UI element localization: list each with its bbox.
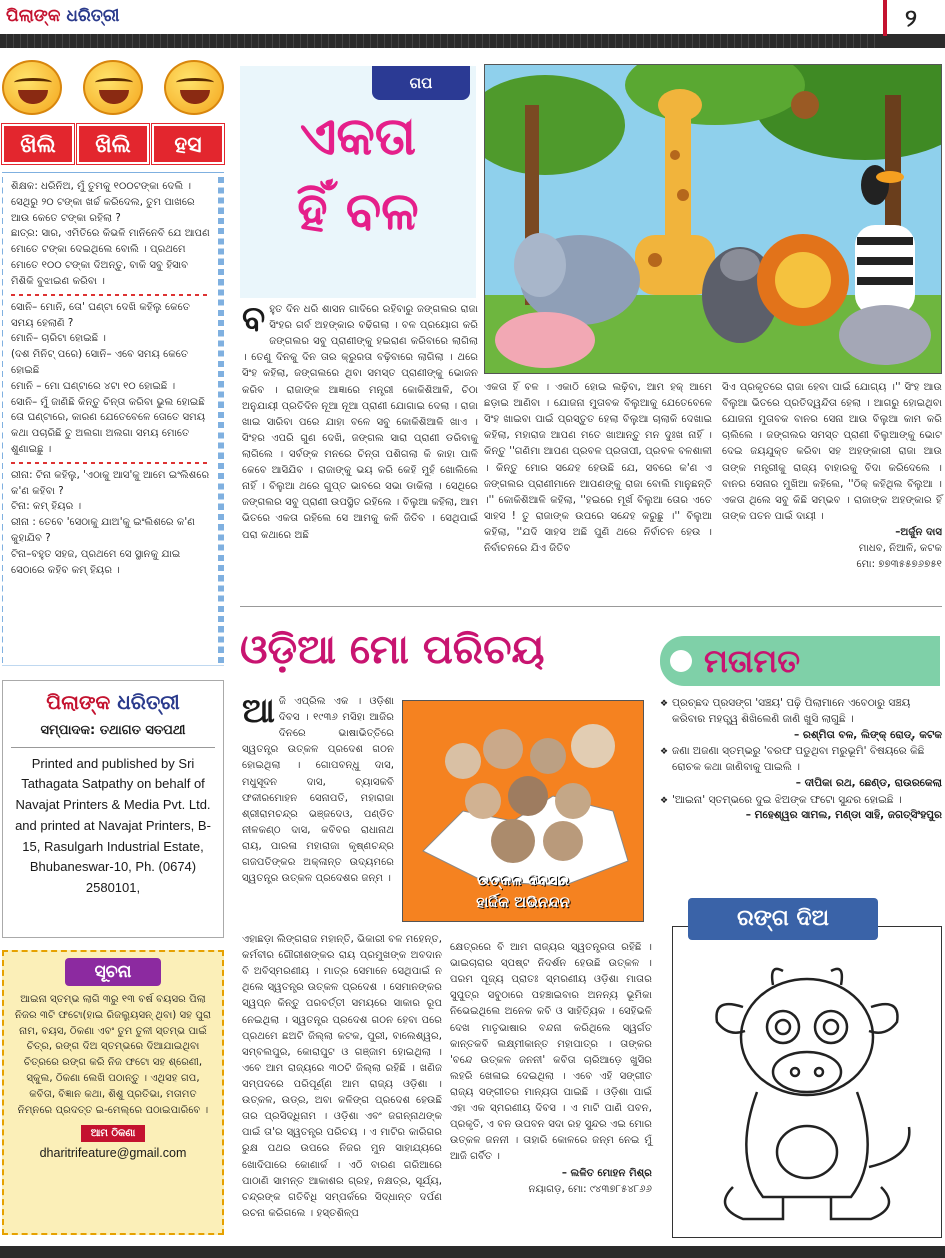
jokes-box bbox=[2, 172, 224, 666]
color-it-title: ରଙ୍ଗ ଦିଅ bbox=[688, 898, 878, 940]
opinion-item bbox=[660, 696, 942, 743]
notice-body: ଆଇନା ସ୍ତମ୍ଭ ଲାଗି ୩ରୁ ୧୩ ବର୍ଷ ବୟସର ପିଲା ନିଜର ୩ଟି ଫଟୋ(ହାଇ ରିଜଲ୍ୟୁସନ୍ ଥିବା) ସହ ପୁରା ନାମ, ବୟସ, ଠିକଣା ଏବଂ ତୁମ ତୁଳୀ ସ୍ତମ୍ଭ ପାଇଁ ଚିତ୍ର, ରଙ୍ଗ ଦିଅ ସ୍ତମ୍ଭରେ ଦିଆଯାଇଥିବା ଚିତ୍ରରେ ରଙ୍ଗ କରି ନିଜ ଫଟୋ ସହ ଶ୍ରେଣୀ, ସ୍କୁଲ, ଠିକଣା ଲେଖି ପଠାନ୍ତୁ । ଏଥିସହ ଗପ, କବିତା, ବିଜ୍ଞାନ କଥା, ଶିଶୁ ପ୍ରତିଭା, ମତାମତ ନିମ୍ନରେ ପ୍ରଦତ୍ତ ଇ-ମେଲ୍‌ରେ ପଠାଇପାରିବେ । bbox=[14, 994, 212, 1116]
opinion-text: ❖ ଜଣା ଅଜଣା ସ୍ତମ୍ଭରୁ 'ବରଫ ପଡୁଥିବା ମରୁଭୂମି' ବିଷୟରେ କିଛି ରୋଚକ କଥା ଜାଣିବାକୁ ପାଇଲି । bbox=[672, 745, 925, 773]
joke-divider bbox=[11, 462, 210, 464]
joke-divider bbox=[11, 294, 210, 296]
opinion-author: – ମହେଶ୍ୱର ସାମଲ, ମଣ୍ଡା ସାହି, ଜଗତ୍‌ସିଂହପୁର bbox=[745, 809, 942, 822]
opinion-title: ମତାମତ bbox=[660, 636, 940, 686]
joke-line: ଛାତ୍ର: ସାର, ଏମିତିରେ କିଭଳି ମାନିନେବି ଯେ ଆପଣ ମୋତେ ଟଙ୍କା ଦେଇଥିଲେ ବୋଲି । ପ୍ରଥମେ ମୋତେ ୧୦୦ ଟଙ୍କା ଦିଅନ୍ତୁ, ବାକି ସବୁ ହିସାବ ମିଶିକି ବୁଝାଇଣ କରିବା । bbox=[11, 228, 210, 287]
poster-caption-line1: ଉତ୍କଳ ଦିବସର bbox=[476, 871, 570, 889]
masthead-logo-part1: ପିଲାଙ୍କ bbox=[46, 690, 111, 714]
odia-column-1: ଏହାଛଡ଼ା ଲିଙ୍ଗରାଜ ମହାନ୍ତି, ଭିକାରୀ ବଳ ମହେନ୍ତ, କର୍ମବୀର ଗୌରୀଶଙ୍କର ରାୟ ପ୍ରମୁଖଙ୍କ ଅବଦାନ ବି ଅବିସ୍ମରଣୀୟ । ମାତ୍ର ସେମାନେ ସେଥିପାଇଁ ନ ଥିଲେ ସ୍ୱତନ୍ତ୍ର ଉତ୍କଳ ପ୍ରଦେଶ । ସେମାନଙ୍କର ସ୍ୱପ୍ନ କିନ୍ତୁ ପରବର୍ତ୍ତୀ ସମୟରେ ସାକାର ରୂପ ନେଇଥିଲା । ସ୍ୱତନ୍ତ୍ର ପ୍ରଦେଶ ଗଠନ ହେବା ପରେ ପ୍ରଥମେ ଛଅଟି ଜିଲ୍ଲା କଟକ, ପୁରୀ, ବାଲେଶ୍ୱର, ସମ୍ବଲପୁର, କୋରାପୁଟ ଓ ଗଞ୍ଜାମ ହୋଇଥିଲା । ଏବେ ଆମ ରାଜ୍ୟରେ ୩୦ଟି ଜିଲ୍ଲା ରହିଛି । ଖଣିଜ ସମ୍ପଦରେ ପରିପୂର୍ଣ୍ଣ ଆମ ରାଜ୍ୟ ଓଡ଼ିଶା । ଉତ୍କଳ, ଉଡ୍ର, ଅବା କଳିଙ୍ଗ ପ୍ରଦେଶ ହେଉଛି ତାର ପ୍ରସିଦ୍ଧିନାମ । ଓଡ଼ିଶା ଏବଂ ଜଗନ୍ନାଥଙ୍କ ପାଇଁ ତା'ର ସ୍ୱତନ୍ତ୍ର ପରିଚୟ । ଏ ମାଟିର କାରିଗର ରୁକ୍ଷ ପଥର ଉପରେ ନିଜର ମୁନ ସାହାଯ୍ୟରେ ଖୋଦିପାରେ କୋଣାର୍କ । ଏଠି ବାରଣ ଗରିଆରେ ପାଠାଣି ସାମନ୍ତ ଆକାଶର ଗ୍ରହ, ନକ୍ଷତ୍ର, ସୂର୍ଯ୍ୟ, ଚନ୍ଦ୍ରଙ୍କ ଗତିବିଧି ସମ୍ପର୍କରେ ସିଦ୍ଧାନ୍ତ ଦର୍ପଣ ରଚନା କରିଗଲେ । ହସ୍ତଶିଳ୍ପ bbox=[242, 934, 442, 1219]
cow-outline-drawing bbox=[673, 927, 941, 1237]
laughing-face-icon bbox=[83, 60, 143, 115]
story-headline bbox=[244, 100, 472, 251]
story-dropcap: ବ bbox=[242, 299, 266, 339]
story-column-1 bbox=[242, 299, 478, 602]
opinion-author: – ରଶ୍ମିତା ବଳ, ଲିଙ୍କ୍ ରୋଡ୍, କଟକ bbox=[794, 728, 942, 741]
section-divider bbox=[240, 606, 942, 607]
story-tag: ଗପ bbox=[372, 66, 470, 100]
joke-line: ମୋନି– ଚାରିଟା ହୋଇଛି । bbox=[11, 333, 106, 345]
page-number: ୨ bbox=[883, 0, 935, 36]
coloring-page-frame bbox=[672, 926, 942, 1238]
laughing-face-icon bbox=[2, 60, 62, 115]
publication-info: Printed and published by Sri Tathagata Satpathy on behalf of Navajat Printers & Media Pvt. Ltd. and printed at Navajat Printers, B-15, Rasulgarh Industrial Estate, Bhubaneswar-10, Ph. (0674) 2580101, bbox=[15, 755, 211, 896]
joke-line: ଟିନା: କମ୍ ହିୟର । bbox=[11, 501, 82, 513]
header-bar bbox=[0, 34, 945, 48]
laugh-title-word: ହସ bbox=[152, 124, 224, 164]
odia-intro-column bbox=[242, 691, 394, 930]
story-column-1-text: ହୁତ ଦିନ ଧରି ଶାସନ ଗାଦିରେ ରହିବାରୁ ଜଙ୍ଗଲର ରାଜା ସିଂହର ଗର୍ବ ଅହଙ୍କାର ବଢିଗଲା । ବଳ ପ୍ରୟୋଗ କରି ଜଙ୍ଗଲର ସବୁ ପ୍ରାଣୀଙ୍କୁ ହଇରାଣ କରିବାରେ ଲାଗିଲା । ତେଣୁ ଦିନକୁ ଦିନ ତାର କ୍ରୁରତା ବଢ଼ିବାରେ ଲାଗିଲା । ଥରେ ସିଂହ କହିଲା, ଜଙ୍ଗଲରେ ଥିବା ସମସ୍ତ ପ୍ରାଣୀଙ୍କୁ ଭୋଜନ କରିବ । ରାଜାଙ୍କ ଆଜ୍ଞାରେ ମନ୍ତ୍ରୀ କୋକିଶିଆଳି, ଚିଠା ଅନୁଯାୟୀ ପ୍ରତିଦିନ ନୂଆ ନୂଆ ପ୍ରାଣୀ ଯୋଗାଇ ଦେଲା । ରାଜା ଖାଇ ସାରିବା ପରେ ଯାହା ବଳେ ସବୁ କୋକିଶିଆଳି ଖାଏ । ସିଂହର ଏପରି ଗୁଣ ଦେଖି, ଜଙ୍ଗଲ ସାରା ପ୍ରାଣୀ ଡରିବାକୁ ଲାଗିଲେ । ସର୍ବଙ୍କ ମନରେ ଚିନ୍ତା ପଶିଗଲା କି କାହା ପାଳି କେବେ ଆସିଯିବ । ରାଜାଙ୍କୁ ଭୟ କରି କେହି ମୁହଁ ଖୋଲିଲେ ନାହିଁ । ବିଲୁଆ ଥରେ ଗୁପ୍ତ ଭାବରେ ସଭା ଡାକିଲା । ସେଥିରେ ଜଙ୍ଗଲର ସବୁ ପ୍ରାଣୀ ଉପସ୍ଥିତ ରହିଲେ । ବିଲୁଆ କହିଲା, ଆମ ଭିତରେ ଏକତା ରହିଲେ ସେ ଆମକୁ କଳି ଜିତିବ । ସେଥିପାଇଁ ପରା କଥାରେ ଅଛି bbox=[242, 304, 478, 541]
masthead-logo bbox=[11, 687, 215, 717]
laugh-title-word: ଖିଲି bbox=[77, 124, 149, 164]
laugh-title-word: ଖିଲି bbox=[2, 124, 74, 164]
joke-line: ରୀନା: ଟିନା କହିଲୁ, 'ଏଠାକୁ ଆସ'କୁ ଆମେ ଇଂଲିଶରେ କ'ଣ କହିବା ? bbox=[11, 469, 210, 497]
joke-line: ସୋନି– ମୋନି, ତୋ' ଘଣ୍ଟା ଦେଖି କହିଲୁ କେତେ ସମୟ ହେଲାଣି ? bbox=[11, 301, 190, 329]
masthead-logo-part2: ଧରିତ୍ରୀ bbox=[117, 690, 180, 714]
story-column-3-text: ସିଏ ପ୍ରକୃତରେ ରାଜା ହେବା ପାଇଁ ଯୋଗ୍ୟ ।'' ସିଂହ ଆଉ ବିଲୁଆ ଭିତରେ ପ୍ରତିଦ୍ୱନ୍ଦିତା ହେଲା । ଆଗରୁ ହୋଇଥିବା ଯୋଜନା ମୁତାବକ ବାନର ସେନା ଆଉ ବିଲୁଆ କାମ କରି ଚାଲିଲେ । ଜଙ୍ଗଲର ସମସ୍ତ ପ୍ରାଣୀ ବିଲୁଆଙ୍କୁ ଭୋଟ ଦେଇ ଜୟଯୁକ୍ତ କରିବା ସହ ଅହଙ୍କାରୀ ରାଜା ଆଉ ତାଙ୍କ ମନ୍ତ୍ରୀକୁ ରାଜ୍ୟ ବାହାରକୁ ବିଦା କରିଦେଲେ । ବାନର ସେନାର ମୁଖିଆ କହିଲେ, ''ଠିକ୍ କହିଥିଲ ବିଲୁଆ । ଏକତା ଥିଲେ ସବୁ କିଛି ସମ୍ଭବ । ରାଜାଙ୍କ ଅହଙ୍କାର ହିଁ ତାଙ୍କ ପତନ ପାଇଁ ଦାୟୀ । bbox=[722, 382, 942, 522]
joke-line: ମୋନି – ମୋ ଘଣ୍ଟାରେ ୪ଟା ୧୦ ହୋଇଛି । bbox=[11, 380, 176, 392]
odia-headline: ଓଡ଼ିଆ ମୋ ପରିଚୟ bbox=[240, 627, 545, 673]
joke-line: ରୀନା : ତେବେ 'ସେଠାକୁ ଯାଅ'କୁ ଇଂଲିଶରେ କ'ଣ କୁହାଯିବ ? bbox=[11, 517, 195, 545]
address-label: ଆମ ଠିକଣା bbox=[81, 1125, 146, 1143]
footer-bar bbox=[0, 1246, 945, 1258]
joke-line: ଟିନା–ବହୁତ ସହଜ, ପ୍ରଥମେ ସେ ସ୍ଥାନକୁ ଯାଇ ସେଠାରେ କହିବ କମ୍ ହିୟର । bbox=[11, 548, 181, 576]
utkal-divas-poster bbox=[402, 700, 644, 922]
editor-credit: ସମ୍ପାଦକ: ତଥାଗତ ସତପଥୀ bbox=[11, 721, 215, 748]
opinion-author: – ଦୀପିକା ରଥ, ଛେଣ୍ଡ, ରାଉରକେଲା bbox=[795, 776, 942, 789]
masthead-box bbox=[2, 680, 224, 938]
header-logo-part1: ପିଲାଙ୍କ bbox=[6, 6, 61, 26]
opinion-list bbox=[660, 696, 942, 872]
laughing-emoji-row bbox=[2, 60, 224, 118]
poster-caption-line2: ହାର୍ଦ୍ଦିକ ଅଭିନନ୍ଦନ bbox=[476, 893, 570, 911]
joke-line: ଶିକ୍ଷକ: ଧରିନିଅ, ମୁଁ ତୁମକୁ ୧୦୦ଟଙ୍କା ଦେଲି । ସେଥିରୁ ୨୦ ଟଙ୍କା ଖର୍ଚ୍ଚ କରିଦେଲ, ତୁମ ପାଖରେ ଆଉ କେତେ ଟଙ୍କା ରହିଲା ? bbox=[11, 181, 195, 224]
story-headline-line: ହିଁ ବଳ bbox=[297, 182, 419, 243]
notice-title: ସୂଚନା bbox=[65, 958, 161, 986]
story-headline-line: ଏକତା bbox=[299, 107, 417, 167]
story-column-2: ଏକତା ହିଁ ବଳ । ଏକାଠି ହୋଇ ଲଢ଼ିବା, ଆମ ହକ୍ ଆମେ ଛଡ଼ାଇ ଆଣିବା । ଯୋଜନା ମୁତାବକ ବିଲୁଆକୁ ଯେତେବେଳେ ସିଂହ ଖାଇବା ପାଇଁ ପ୍ରସ୍ତୁତ ହେଲା ବିଲୁଆ ଚାଲାକି ଦେଖାଇ କହିଲା, ମହାରାଜ ଆପଣ ମତେ ଖାଆନ୍ତୁ ମନ ଦୁଃଖ ନାହିଁ । କିନ୍ତୁ ''ଗଣିମା ଆପଣ ପ୍ରବଳ ପ୍ରତାପୀ, ପ୍ରବଳ ବଳଶାଳୀ । କିନ୍ତୁ ମୋର ସନ୍ଦେହ ହେଉଛି ଯେ, ସବରେ କ'ଣ ଏ ଜଙ୍ଗଲର ପ୍ରାଣୀମାନେ ଆପଣଙ୍କୁ ରାଜା ବୋଲି ମାନୁଛନ୍ତି ।'' କୋକିଶିଆଳି କହିଲା, ''ହଇରେ ମୂର୍ଖ ବିଲୁଆ ତୋର ଏତେ ସାହସ ! ତୁ ରାଜାଙ୍କ ଉପରେ ସନ୍ଦେହ କରୁଛୁ ।'' ବିଲୁଆ କହିଲା, ''ଯଦି ସାହସ ଅଛି ପୁଣି ଥରେ ନିର୍ବାଚନ ହେଉ । ନିର୍ବାଚନରେ ଯିଏ ଜିତିବ bbox=[484, 382, 712, 555]
notice-box bbox=[2, 950, 224, 1235]
contact-email[interactable]: dharitrifeature@gmail.com bbox=[39, 1146, 187, 1160]
opinion-text: ❖ 'ଆଇନା' ସ୍ତମ୍ଭରେ ଦୁଇ ଝିଅଙ୍କ ଫଟୋ ସୁନ୍ଦର ହୋଇଛି । bbox=[672, 793, 902, 806]
odia-dropcap: ଆ bbox=[242, 691, 275, 731]
laugh-section-title bbox=[2, 124, 224, 164]
joke-line: (ଦଶ ମିନିଟ୍ ପରେ) ସୋନି– ଏବେ ସମୟ କେତେ ହୋଇଛି bbox=[11, 349, 189, 376]
header-logo-part2: ଧରିତ୍ରୀ bbox=[66, 6, 120, 26]
opinion-text: ❖ ପ୍ରଚ୍ଛଦ ପ୍ରସଙ୍ଗ 'ସଞ୍ଚୟ' ପଢ଼ି ପିଲାମାନେ ଏବେଠାରୁ ସଞ୍ଚୟ କରିବାର ମହତ୍ତ୍ୱ ଶିଖିଲେଣି ଜାଣି ଖୁସି ଲାଗୁଛି । bbox=[672, 697, 911, 725]
story-author-phone: ମୋ: ୭୭୩୫୫୭୬୭୫୧ bbox=[856, 559, 942, 571]
story-author: –ଅର୍ଜୁନ ଦାସ bbox=[895, 526, 942, 538]
story-column-3 bbox=[722, 380, 942, 600]
jungle-scene-svg bbox=[485, 65, 942, 374]
odia-intro-text: ଜି ଏପ୍ରିଲ ଏକ । ଓଡ଼ିଶା ଦିବସ । ୧୯୩୬ ମସିହା ଆଜିର ଦିନରେ ଭାଷାଭିତ୍ତିରେ ସ୍ୱତନ୍ତ୍ର ଉତ୍କଳ ପ୍ରଦେଶ ଗଠନ ହୋଇଥିଲା । ଗୋପବନ୍ଧୁ ଦାସ, ମଧୁସୂଦନ ଦାସ, ବ୍ୟାସକବି ଫକୀରମୋହନ ସେନାପତି, ମହାରାଜା ଶ୍ରୀରାମଚନ୍ଦ୍ର ଭଞ୍ଜଦେଓ, ପଣ୍ଡିତ ନୀଳକଣ୍ଠ ଦାସ, କବିବର ରାଧାନାଥ ରାୟ, ପାରଳା ମହାରାଜା କୃଷ୍ଣଚନ୍ଦ୍ର ଗଜପତିଙ୍କର ଅକ୍ଳାନ୍ତ ଉଦ୍ୟମରେ ସ୍ୱତନ୍ତ୍ର ଉତ୍କଳ ପ୍ରଦେଶର ଜନ୍ମ । bbox=[242, 696, 394, 885]
opinion-item bbox=[660, 744, 942, 791]
opinion-item bbox=[660, 793, 942, 825]
laughing-face-icon bbox=[164, 60, 224, 115]
odia-column-2-text: କ୍ଷେତ୍ରରେ ବି ଆମ ରାଜ୍ୟର ସ୍ୱତନ୍ତ୍ରତା ରହିଛି । ଭାଇଚାରାର ସ୍ପଷ୍ଟ ନିଦର୍ଶନ ହେଉଛି ଉତ୍କଳ । ପରମ ପୂଜ୍ୟ ପ୍ରାତଃ ସ୍ମରଣୀୟ ଓଡ଼ିଶା ମାତାର ସୁପୁତ୍ର ସବୁଠାରେ ପହଞ୍ଚାଇବାର ଅନନ୍ୟ ଭୂମିକା ନିଭେଇଥିଲେ ଅନେକ କବି ଓ ସାହିତ୍ୟିକ । ସେହିଭଳି ଦେଖ ମାତୃଭାଷାର ବନ୍ଦନା କରିଥିଲେ ସ୍ୱର୍ଗତ କାନ୍ତକବି ଲକ୍ଷ୍ମୀକାନ୍ତ ମହାପାତ୍ର । ତାଙ୍କର 'ବନ୍ଦେ ଉତ୍କଳ ଜନନୀ' କବିତା ଚାରିଆଡ଼େ ଖୁସିର ଲହରି ଖେଳାଇ ଦେଇଥିଲା । ଏବେ ଏହି ସଙ୍ଗୀତ ରାଜ୍ୟ ସଙ୍ଗୀତର ମାନ୍ୟତା ପାଇଛି । ଓଡ଼ିଶା ପାଇଁ ଏହା ଏକ ସ୍ମରଣୀୟ ଦିବସ । ଏ ମାଟି ପାଣି ପବନ, ପ୍ରକୃତି, ଏ ବନ ଉପବନ ସଦା ରହ ସୁନ୍ଦର ଏଇ ମୋର ଉତ୍କଳ ଜନନୀ । ତାହାରି କୋଳରେ ଜନ୍ମ ନେଇ ମୁଁ ଆଜି ଗର୍ବିତ । bbox=[450, 942, 652, 1163]
odia-column-2 bbox=[450, 940, 652, 1232]
story-author-place: ମାଧବ, ନିଆଳି, କଟକ bbox=[858, 543, 942, 555]
header-logo bbox=[6, 4, 146, 32]
jungle-animals-illustration bbox=[484, 64, 942, 374]
odia-author: – ଲଳିତ ମୋହନ ମିଶ୍ର bbox=[561, 1167, 652, 1179]
odia-author-info: ନୟାଗଡ଼, ମୋ: ୯୪୩୭୮୫୪୮୬୬ bbox=[528, 1183, 652, 1195]
joke-line: ସୋନି– ମୁଁ ଜାଣିଛି କିନ୍ତୁ ଚିନ୍ତା କରିବା ଭୁଲ ହୋଇଛି ତୋ ଘଣ୍ଟାରେ, କାରଣ ଯେତେବେଳେ ତୋତେ ସମୟ କଥା ପଚାରିଛି ତୁ ଅଲଗା ଅଲଗା ସମୟ ମୋତେ ଶୁଣାଇଛୁ । bbox=[11, 396, 206, 455]
